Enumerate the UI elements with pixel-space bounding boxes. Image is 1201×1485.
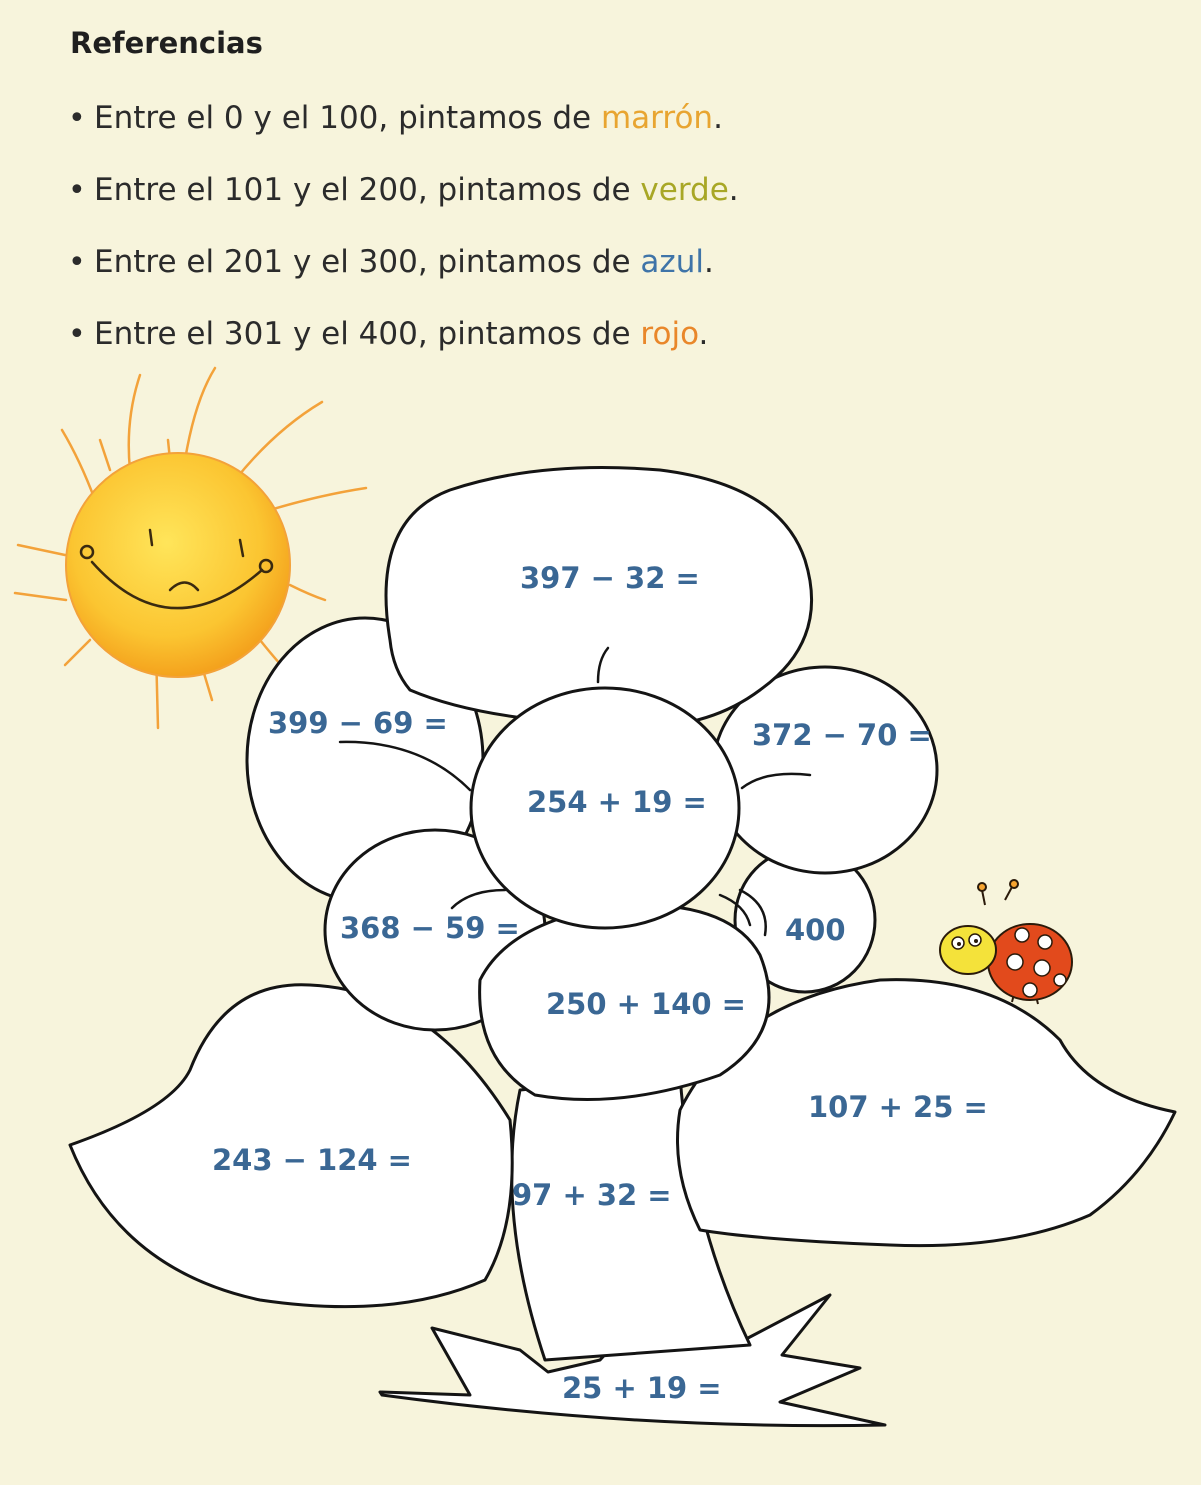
color-word: verde <box>640 172 729 208</box>
grass-operation: 25 + 19 = <box>562 1371 722 1405</box>
bullet: • <box>68 317 86 352</box>
color-word: azul <box>640 244 704 280</box>
left-petal-operation: 399 − 69 = <box>268 706 448 740</box>
bullet: • <box>68 173 86 208</box>
lower-right-petal-value: 400 <box>785 913 846 947</box>
right-petal-operation: 372 − 70 = <box>752 718 932 752</box>
reference-text: Entre el 301 y el 400, pintamos de <box>94 316 641 352</box>
reference-suffix: . <box>703 244 714 280</box>
color-word: marrón <box>600 100 714 136</box>
right-leaf-operation: 107 + 25 = <box>808 1090 988 1124</box>
reference-suffix: . <box>698 316 709 352</box>
top-petal-operation: 397 − 32 = <box>520 561 700 595</box>
stem-operation: 97 + 32 = <box>512 1178 672 1212</box>
reference-suffix: . <box>728 172 739 208</box>
reference-text: Entre el 101 y el 200, pintamos de <box>94 172 641 208</box>
reference-text: Entre el 201 y el 300, pintamos de <box>94 244 641 280</box>
reference-text: Entre el 0 y el 100, pintamos de <box>94 100 601 136</box>
left-leaf-operation: 243 − 124 = <box>212 1143 412 1177</box>
bottom-petal-operation: 250 + 140 = <box>546 987 746 1021</box>
page-title: Referencias <box>70 26 263 60</box>
bullet: • <box>68 101 86 136</box>
bullet: • <box>68 245 86 280</box>
center-operation: 254 + 19 = <box>527 785 707 819</box>
reference-suffix: . <box>713 100 723 136</box>
color-word: rojo <box>640 316 699 352</box>
lower-left-petal-operation: 368 − 59 = <box>340 911 520 945</box>
